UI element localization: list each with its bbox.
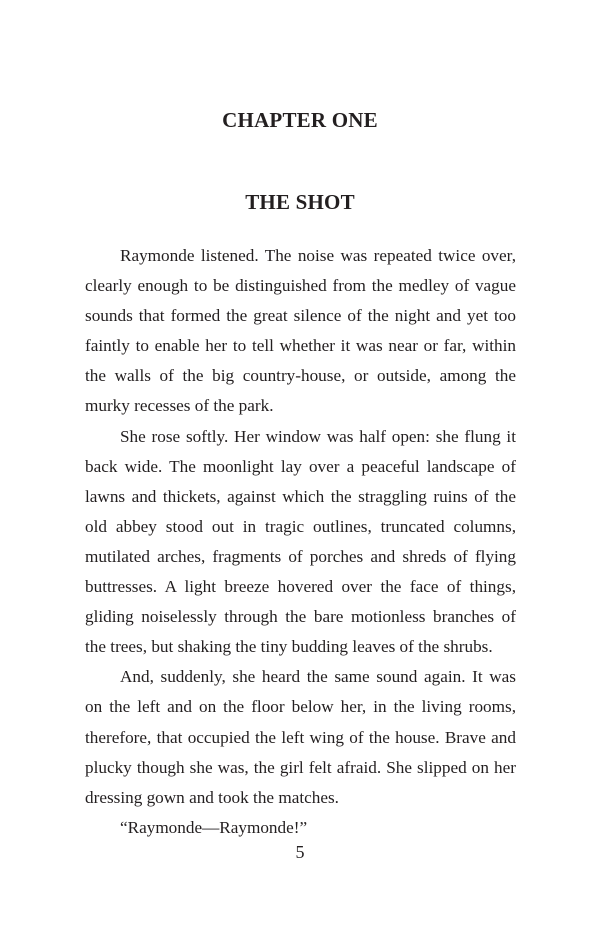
paragraph: Raymonde listened. The noise was repeated twice over, clearly enough to be distinguished from the medley of vague sounds that formed the great silence of the night and yet too faintly to enable her to tell whether it was near or far, within the walls of the big country-house, or outside, among the murky recesses of the park. [85,246,516,416]
page-number: 5 [295,842,305,862]
paragraph: And, suddenly, she heard the same sound again. It was on the left and on the floor below her, in the living rooms, therefore, that occupied the left wing of the house. Brave and plucky though she was, the girl felt afraid. She slipped on her dressing gown and took the matches. [85,667,516,807]
chapter-label: CHAPTER ONE [222,108,378,132]
paragraph: She rose softly. Her window was half open: she flung it back wide. The moonlight lay over a peaceful landscape of lawns and thickets, against which the straggling ruins of the old abbey stood out in tragic outlines, truncated columns, mutilated arches, fragments of porches and shreds of flying buttresses. A light breeze hovered over the face of things, gliding noiselessly through the bare motionless branches of the trees, but shaking the tiny budding leaves of the shrubs. [85,426,516,657]
paragraph: “Raymonde—Raymonde!” [120,817,308,837]
chapter-title: THE SHOT [245,190,355,214]
body-text [85,241,516,843]
